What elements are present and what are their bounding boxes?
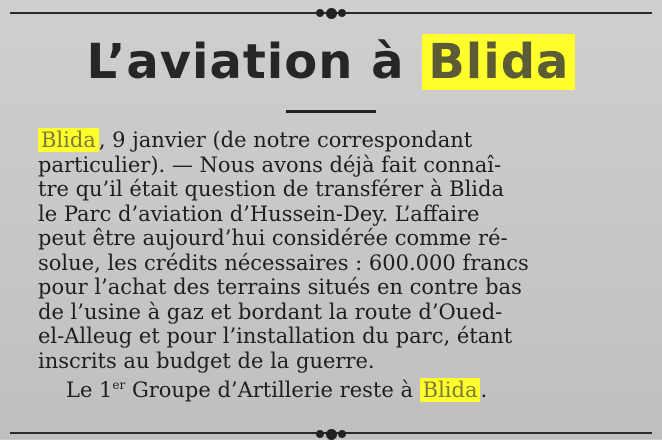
headline [0,34,662,90]
article-line: solue, les crédits nécessaires : 600.000 francs [38,250,529,275]
top-ornament [316,7,346,19]
headline-highlight: Blida [422,34,575,90]
last-line-middle: Groupe d’Artillerie reste à [125,378,420,402]
article-line: particulier). — Nous avons déjà fait connaî- [38,152,502,177]
ornament-dot [316,430,324,438]
last-line-start: Le 1 [66,378,113,402]
dateline-highlight: Blida [38,128,99,152]
article-last-line [38,373,650,403]
ornament-dot [316,9,324,17]
last-line-highlight: Blida [420,378,481,402]
headline-divider [286,110,376,113]
ornament-dot [338,430,346,438]
last-line-end: . [480,378,488,402]
article-line: inscrits au budget de la guerre. [38,348,375,373]
article-line-text: , 9 janvier (de notre correspondant [98,128,473,152]
article-line: tre qu’il était question de transférer à Blida [38,177,504,201]
ornament-dot [326,8,337,19]
article-body [38,128,650,403]
ornament-dot [338,9,346,17]
article-line: le Parc d’aviation d’Hussein-Dey. L’affaire [38,201,480,226]
article-line: pour l’achat des terrains situés en contre bas [38,275,522,299]
article-line: peut être aujourd’hui considérée comme ré- [38,226,508,250]
ordinal-suffix: er [112,378,126,392]
article-line: el-Alleug et pour l’installation du parc, étant [38,324,513,348]
ornament-dot [326,429,337,440]
bottom-ornament [316,428,346,440]
headline-prefix: L’aviation à [86,34,405,90]
article-line: de l’usine à gaz et bordant la route d’Oued- [38,299,503,324]
article-line [38,128,650,153]
